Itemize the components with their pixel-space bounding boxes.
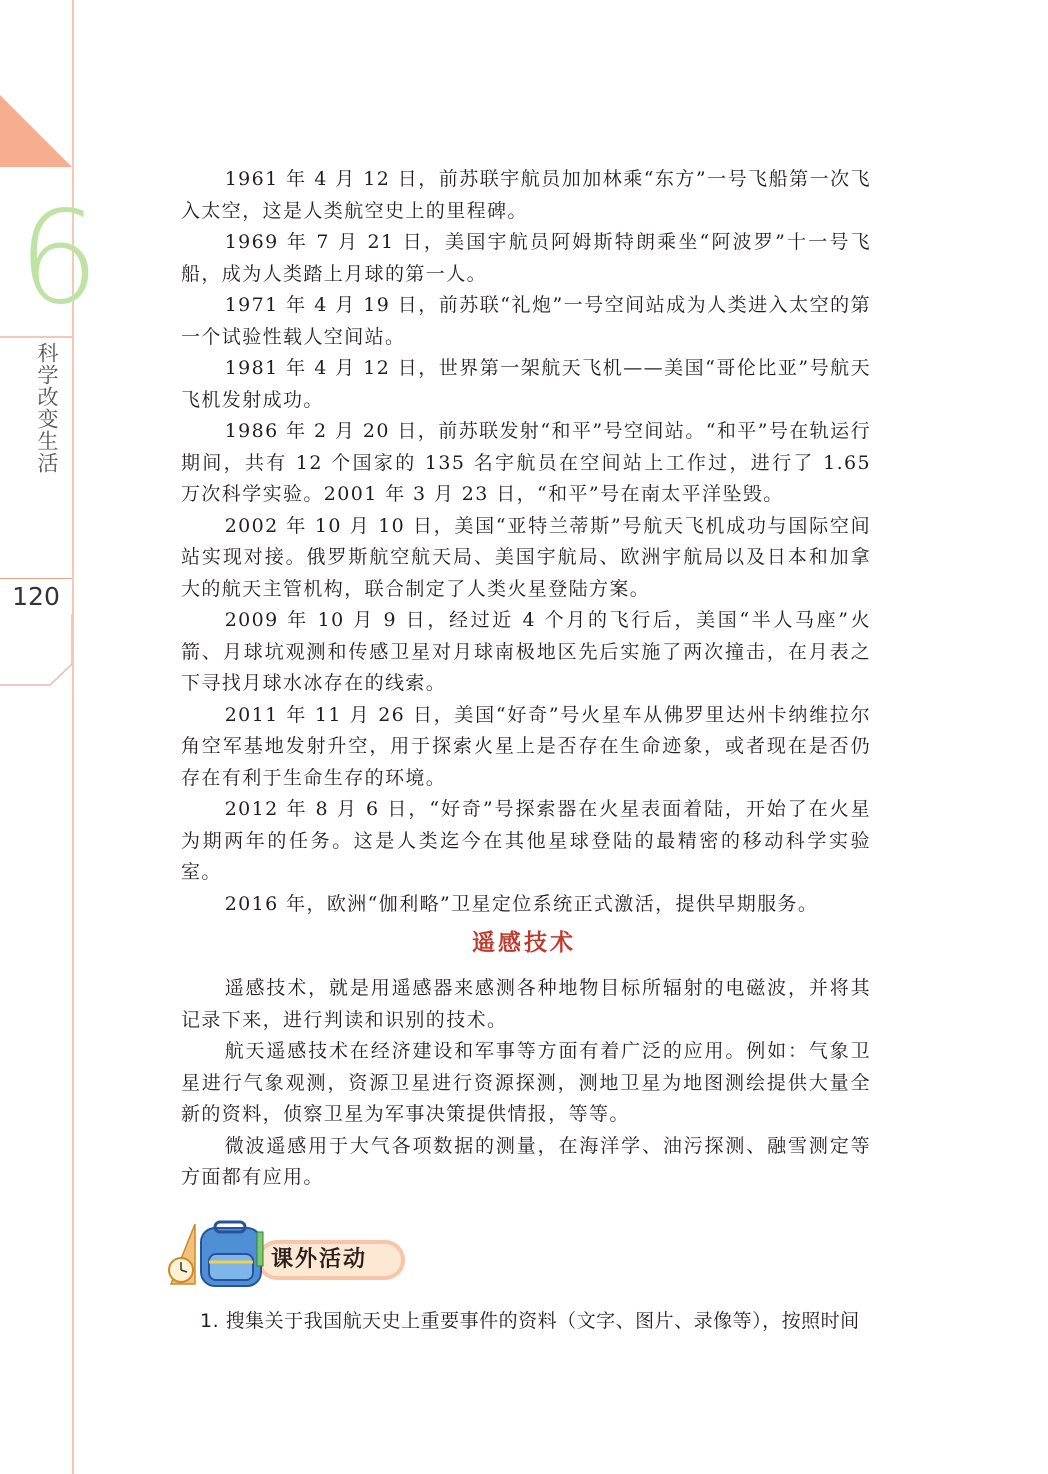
timeline-paragraph: 2002 年 10 月 10 日，美国“亚特兰蒂斯”号航天飞机成功与国际空间站实现对接。俄罗斯航空航天局、美国宇航局、欧洲宇航局以及日本和加拿大的航天主管机构，联合制定了人类火星登陆方案。 xyxy=(181,514,871,600)
timeline-text xyxy=(181,164,871,920)
page-tab-outline xyxy=(0,614,72,686)
corner-triangle-decoration xyxy=(0,95,74,170)
activity-item: 1. 搜集关于我国航天史上重要事件的资料（文字、图片、录像等），按照时间 xyxy=(200,1310,860,1332)
section-heading: 遥感技术 xyxy=(472,930,576,956)
timeline-paragraph: 1969 年 7 月 21 日，美国宇航员阿姆斯特朗乘坐“阿波罗”十一号飞船，成为人类踏上月球的第一人。 xyxy=(181,231,871,285)
section-text xyxy=(181,973,871,1194)
backpack-icon xyxy=(165,1218,275,1290)
section-paragraph: 微波遥感用于大气各项数据的测量，在海洋学、油污探测、融雪测定等方面都有应用。 xyxy=(181,1134,871,1188)
chapter-number: 6 xyxy=(18,184,100,333)
timeline-paragraph: 1986 年 2 月 20 日，前苏联发射“和平”号空间站。“和平”号在轨运行期间，共有 12 个国家的 135 名宇航员在空间站上工作过，进行了 1.65 万次科学实验。2001 年 3 月 23 日，“和平”号在南太平洋坠毁。 xyxy=(181,420,871,505)
activity-badge xyxy=(165,1218,410,1290)
chapter-divider xyxy=(0,336,72,338)
timeline-paragraph: 1971 年 4 月 19 日，前苏联“礼炮”一号空间站成为人类进入太空的第一个试验性载人空间站。 xyxy=(181,294,871,348)
section-paragraph: 航天遥感技术在经济建设和军事等方面有着广泛的应用。例如：气象卫星进行气象观测，资源卫星进行资源探测，测地卫星为地图测绘提供大量全新的资料，侦察卫星为军事决策提供情报，等等。 xyxy=(181,1040,871,1125)
timeline-paragraph: 2012 年 8 月 6 日，“好奇”号探索器在火星表面着陆，开始了在火星为期两年的任务。这是人类迄今在其他星球登陆的最精密的移动科学实验室。 xyxy=(181,798,871,883)
timeline-paragraph: 2016 年，欧洲“伽利略”卫星定位系统正式激活，提供早期服务。 xyxy=(224,892,819,915)
timeline-paragraph: 2011 年 11 月 26 日，美国“好奇”号火星车从佛罗里达州卡纳维拉尔角空军基地发射升空，用于探索火星上是否存在生命迹象，或者现在是否仍存在有利于生命生存的环境。 xyxy=(181,703,871,789)
activity-label: 课外活动 xyxy=(271,1247,368,1272)
timeline-paragraph: 1961 年 4 月 12 日，前苏联宇航员加加林乘“东方”一号飞船第一次飞入太空，这是人类航空史上的里程碑。 xyxy=(181,168,871,222)
page-number: 120 xyxy=(12,582,60,611)
timeline-paragraph: 1981 年 4 月 12 日，世界第一架航天飞机——美国“哥伦比亚”号航天飞机发射成功。 xyxy=(181,357,871,411)
section-paragraph: 遥感技术，就是用遥感器来感测各种地物目标所辐射的电磁波，并将其记录下来，进行判读和识别的技术。 xyxy=(181,977,871,1031)
timeline-paragraph: 2009 年 10 月 9 日，经过近 4 个月的飞行后，美国“半人马座”火箭、月球坑观测和传感卫星对月球南极地区先后实施了两次撞击，在月表之下寻找月球水冰存在的线索。 xyxy=(181,609,871,694)
chapter-title: 科学改变生活 xyxy=(35,342,59,474)
